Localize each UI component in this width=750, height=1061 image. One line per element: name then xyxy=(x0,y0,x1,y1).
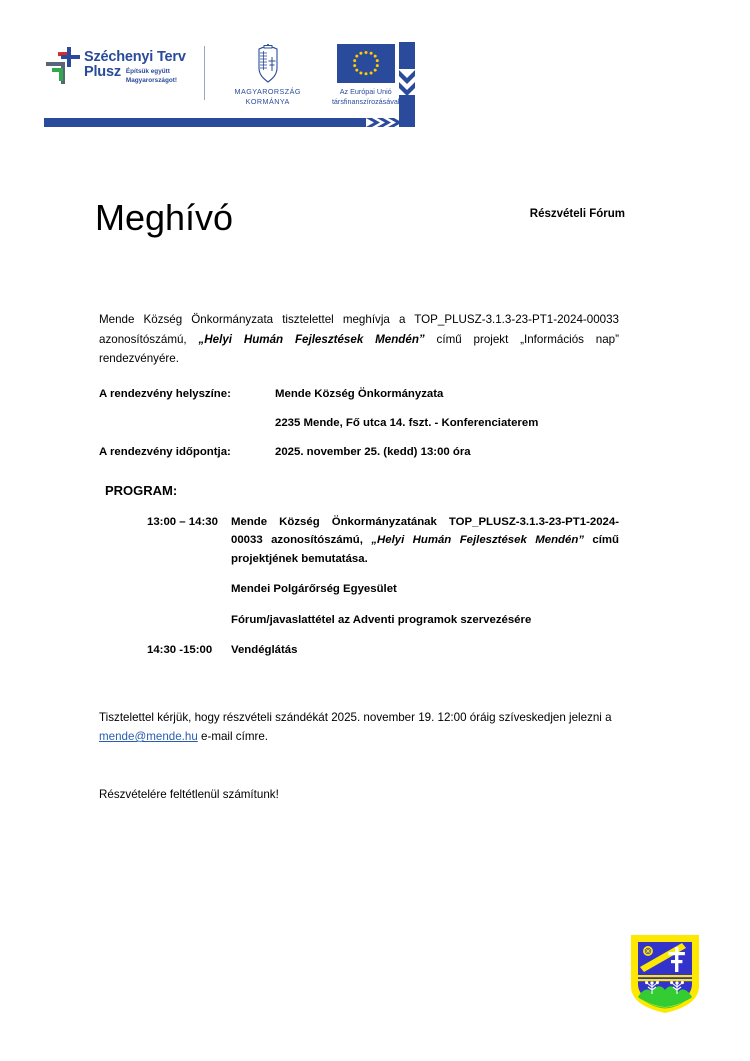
detail-row-address xyxy=(99,415,619,432)
program-description-part-1: Mende Község Önkormányzatának TOP_PLUSZ-3.1.3-23-PT1-2024-00033 azonosítószámú, xyxy=(231,515,619,546)
intro-paragraph xyxy=(99,310,619,369)
title-row xyxy=(95,196,625,242)
rsvp-paragraph xyxy=(99,708,619,747)
government-caption-1: MAGYARORSZÁG xyxy=(234,87,301,96)
szechenyi-tagline xyxy=(126,68,177,85)
intro-part-2: című projekt „Információs nap” rendezvényére. xyxy=(99,332,619,365)
szechenyi-mark-icon xyxy=(45,46,81,86)
logo-row xyxy=(45,44,416,106)
hungary-coat-of-arms-icon xyxy=(253,44,283,84)
event-details xyxy=(99,386,619,461)
szechenyi-tagline-1: Építsük együtt xyxy=(125,68,170,76)
program-description: Vendéglátás xyxy=(231,644,298,656)
program-description: Fórum/javaslattétel az Adventi programok szervezésére xyxy=(231,613,532,626)
detail-value-datetime: 2025. november 25. (kedd) 13:00 óra xyxy=(275,445,471,458)
page-title: Meghívó xyxy=(95,197,234,238)
szechenyi-terv-plusz-logo xyxy=(45,44,186,106)
email-link[interactable]: mende@mende.hu xyxy=(99,730,198,743)
detail-value-venue: Mende Község Önkormányzata xyxy=(275,387,444,400)
program-description: Mendei Polgárőrség Egyesület xyxy=(231,583,397,595)
detail-label-datetime: A rendezvény időpontja: xyxy=(99,445,231,458)
rsvp-part-1: Tisztelettel kérjük, hogy részvételi szándékát 2025. november 19. 12:00 óráig szíveskedjen jelezni a xyxy=(99,710,612,724)
szechenyi-line-1: Széchenyi Terv xyxy=(84,49,186,65)
szechenyi-wordmark xyxy=(84,44,186,86)
intro-project-title: „Helyi Humán Fejlesztések Mendén” xyxy=(198,332,425,346)
document-body xyxy=(99,310,619,816)
detail-label-venue: A rendezvény helyszíne: xyxy=(99,387,231,400)
program-description-project-title: „Helyi Humán Fejlesztések Mendén” xyxy=(371,534,584,546)
program-row xyxy=(99,513,619,569)
mende-coat-of-arms xyxy=(630,934,700,1014)
intro-part-1: Mende Község Önkormányzata tisztelettel meghívja a TOP_PLUSZ-3.1.3-23-PT1-2024-00033 azonosítószámú, xyxy=(99,313,619,346)
closing-paragraph: Részvételére feltétlenül számítunk! xyxy=(99,787,279,801)
rsvp-part-2: e-mail címre. xyxy=(197,730,269,743)
logo-divider xyxy=(204,46,205,100)
program-row xyxy=(99,611,619,630)
hungarian-government-logo xyxy=(222,44,314,107)
detail-value-address: 2235 Mende, Fő utca 14. fszt. - Konferenciaterem xyxy=(275,416,539,429)
government-caption-2: KORMÁNYA xyxy=(245,97,290,107)
eu-caption-1: Az Európai Unió xyxy=(339,87,392,96)
document-subtitle: Részvételi Fórum xyxy=(529,208,625,220)
program-row xyxy=(99,641,619,660)
program-list xyxy=(99,513,619,660)
szechenyi-line-2: Plusz xyxy=(84,64,121,81)
program-time: 13:00 – 14:30 xyxy=(147,515,218,528)
program-description-part-2: című projektjének bemutatása. xyxy=(231,534,619,565)
program-description xyxy=(231,513,619,569)
program-row xyxy=(99,580,619,599)
funding-logo-header xyxy=(0,0,750,150)
program-heading: PROGRAM: xyxy=(105,482,178,498)
eu-caption xyxy=(316,87,416,107)
program-time: 14:30 -15:00 xyxy=(147,644,213,656)
eu-caption-2: társfinanszírozásával xyxy=(331,97,400,107)
government-caption xyxy=(222,87,314,107)
detail-label-address xyxy=(99,415,275,432)
eu-flag-icon xyxy=(337,44,395,83)
detail-row-datetime xyxy=(99,444,619,461)
szechenyi-tagline-2: Magyarországot! xyxy=(125,76,178,84)
european-union-logo xyxy=(316,44,416,107)
detail-row-venue xyxy=(99,386,619,403)
